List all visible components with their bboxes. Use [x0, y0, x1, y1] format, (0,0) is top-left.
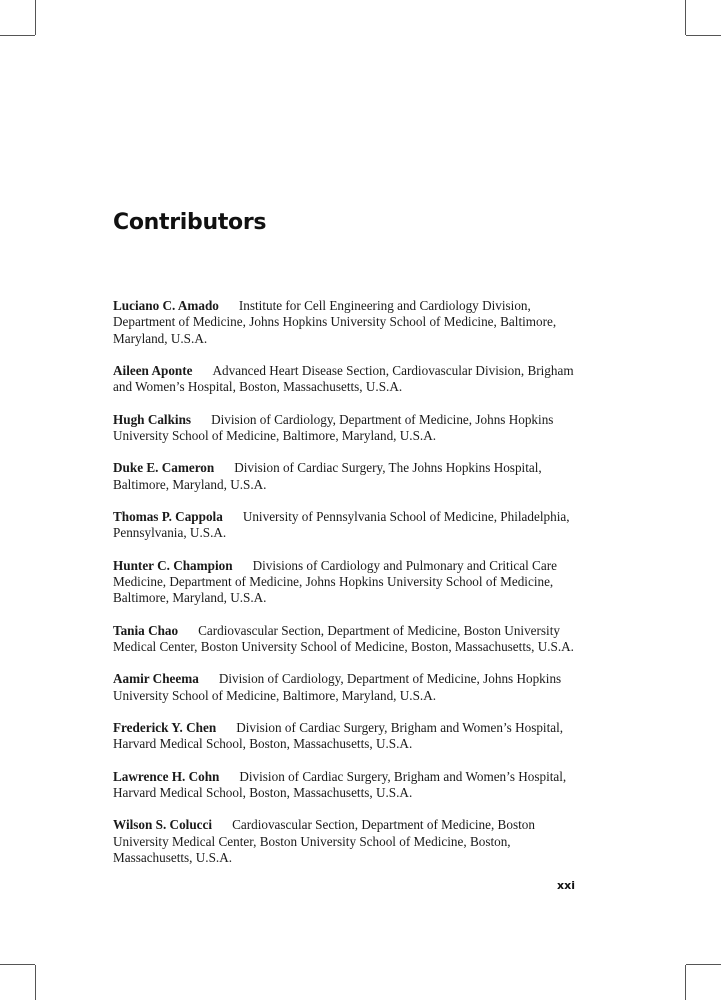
crop-mark-bottom-right-h: [686, 964, 721, 965]
crop-mark-bottom-right: [685, 965, 686, 1000]
contributor-name: Luciano C. Amado: [113, 298, 219, 313]
contributor-name: Thomas P. Cappola: [113, 509, 223, 525]
contributor-entry: [113, 460, 583, 493]
contributor-entry: [113, 623, 583, 656]
contributor-affiliation: Division of Cardiology, Department of Medicine, Johns Hopkins University School of Medicine, Baltimore, Maryland, U.S.A.: [113, 411, 554, 443]
contributor-list: [113, 298, 583, 882]
contributor-entry: [113, 671, 583, 704]
contributor-affiliation: Division of Cardiology, Department of Medicine, Johns Hopkins University School of Medicine, Baltimore, Maryland, U.S.A.: [113, 671, 562, 703]
contributor-affiliation: Divisions of Cardiology and Pulmonary and Critical Care Medicine, Department of Medicine, Johns Hopkins University School of Medicine, Baltimore, Maryland, U.S.A.: [113, 557, 557, 606]
crop-mark-top-right-h: [686, 35, 721, 36]
contributor-entry: [113, 769, 583, 802]
contributor-entry: [113, 720, 583, 753]
contributor-name: Duke E. Cameron: [113, 460, 215, 476]
contributor-name: Aamir Cheema: [113, 671, 199, 687]
crop-mark-top-right: [685, 0, 686, 35]
crop-mark-bottom-left: [35, 965, 36, 1000]
page-title: Contributors: [113, 210, 267, 235]
contributor-affiliation: Cardiovascular Section, Department of Medicine, Boston University Medical Center, Boston University School of Medicine, Boston, Massachusetts, U.S.A.: [113, 817, 535, 866]
contributor-name: Hunter C. Champion: [113, 557, 233, 573]
contributor-entry: [113, 363, 583, 396]
contributor-name: Wilson S. Colucci: [113, 817, 213, 833]
contributor-entry: [113, 298, 583, 347]
contributor-name: Hugh Calkins: [113, 411, 192, 427]
crop-mark-top-left-h: [0, 35, 35, 36]
contributor-affiliation: Division of Cardiac Surgery, Brigham and Women’s Hospital, Harvard Medical School, Boston, Massachusetts, U.S.A.: [113, 768, 567, 801]
contributor-entry: [113, 412, 583, 445]
contributor-affiliation: Advanced Heart Disease Section, Cardiovascular Division, Brigham and Women’s Hospital, Boston, Massachusetts, U.S.A.: [113, 362, 574, 395]
contributor-affiliation: University of Pennsylvania School of Medicine, Philadelphia, Pennsylvania, U.S.A.: [113, 509, 570, 541]
contributor-entry: [113, 558, 583, 607]
contributor-name: Lawrence H. Cohn: [113, 768, 220, 784]
contributor-affiliation: Division of Cardiac Surgery, Brigham and Women’s Hospital, Harvard Medical School, Boston, Massachusetts, U.S.A.: [113, 720, 564, 752]
contributor-entry: [113, 817, 583, 866]
contributor-name: Frederick Y. Chen: [113, 720, 217, 736]
crop-mark-bottom-left-h: [0, 964, 35, 965]
contributor-name: Aileen Aponte: [113, 362, 193, 378]
crop-mark-top-left: [35, 0, 36, 35]
contributor-entry: [113, 509, 583, 542]
contributor-affiliation: Division of Cardiac Surgery, The Johns Hopkins Hospital, Baltimore, Maryland, U.S.A.: [113, 460, 542, 492]
contributor-affiliation: Cardiovascular Section, Department of Medicine, Boston University Medical Center, Boston University School of Medicine, Boston, Massachusetts, U.S.A.: [113, 622, 574, 655]
page-number: xxi: [557, 879, 575, 892]
contributor-name: Tania Chao: [113, 622, 179, 638]
contributor-affiliation: Institute for Cell Engineering and Cardiology Division, Department of Medicine, Johns Hopkins University School of Medicine, Baltimore, Maryland, U.S.A.: [113, 298, 557, 346]
